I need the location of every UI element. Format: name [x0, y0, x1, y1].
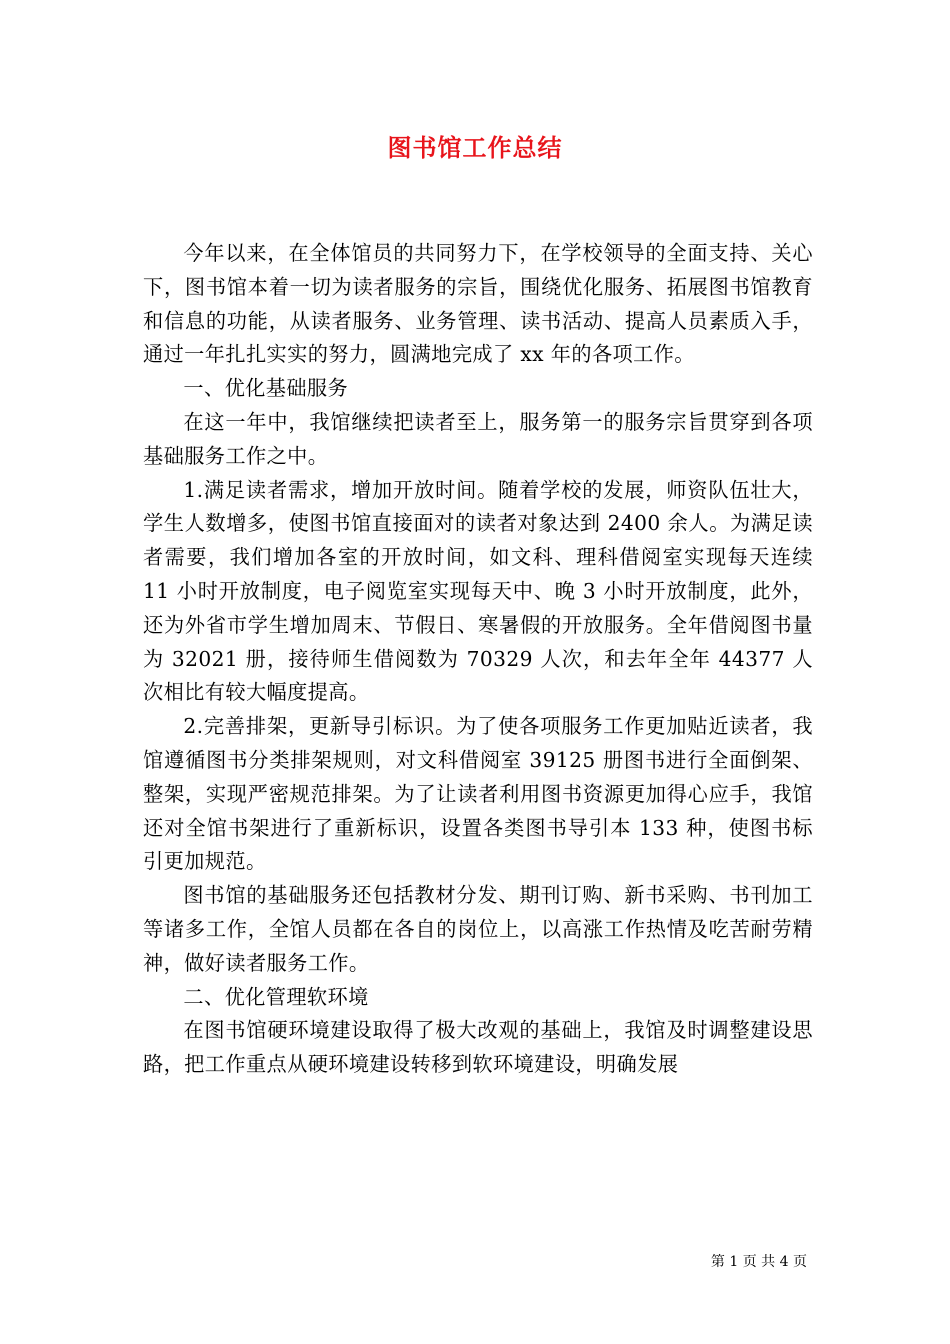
paragraph-section-2-intro: 在图书馆硬环境建设取得了极大改观的基础上，我馆及时调整建设思路，把工作重点从硬环境建设转移到软环境建设，明确发展 — [143, 1018, 813, 1077]
section-heading-1: 一、优化基础服务 — [183, 376, 349, 401]
paragraph-section-1-intro: 在这一年中，我馆继续把读者至上，服务第一的服务宗旨贯穿到各项基础服务工作之中。 — [143, 409, 813, 468]
page-footer: 第 1 页 共 4 页 — [710, 1254, 807, 1270]
document-title: 图书馆工作总结 — [387, 134, 563, 162]
paragraph-item-2: 2.完善排架，更新导引标识。为了使各项服务工作更加贴近读者，我馆遵循图书分类排架规则，对文科借阅室 39125 册图书进行全面倒架、整架，实现严密规范排架。为了让读者利用图书资源更加得心应手，我馆还对全馆书架进行了重新标识，设置各类图书导引本 133 种，使图书标引更加规范。 — [143, 714, 813, 874]
paragraph-item-1: 1.满足读者需求，增加开放时间。随着学校的发展，师资队伍壮大，学生人数增多，使图书馆直接面对的读者对象达到 2400 余人。为满足读者需要，我们增加各室的开放时间，如文科、理科借阅室实现每天连续 11 小时开放制度，电子阅览室实现每天中、晚 3 小时开放制度，此外，还为外省市学生增加周末、节假日、寒暑假的开放服务。全年借阅图书量为 32021 册，接待师生借阅数为 70329 人次，和去年全年 44377 人次相比有较大幅度提高。 — [143, 477, 813, 705]
section-heading-2: 二、优化管理软环境 — [183, 984, 369, 1009]
paragraph-basic-services: 图书馆的基础服务还包括教材分发、期刊订购、新书采购、书刊加工等诸多工作，全馆人员都在各自的岗位上，以高涨工作热情及吃苦耐劳精神，做好读者服务工作。 — [143, 883, 813, 975]
paragraph-intro: 今年以来，在全体馆员的共同努力下，在学校领导的全面支持、关心下，图书馆本着一切为读者服务的宗旨，围绕优化服务、拓展图书馆教育和信息的功能，从读者服务、业务管理、读书活动、提高人员素质入手，通过一年扎扎实实的努力，圆满地完成了 xx 年的各项工作。 — [143, 241, 813, 367]
document-body — [143, 237, 813, 1082]
